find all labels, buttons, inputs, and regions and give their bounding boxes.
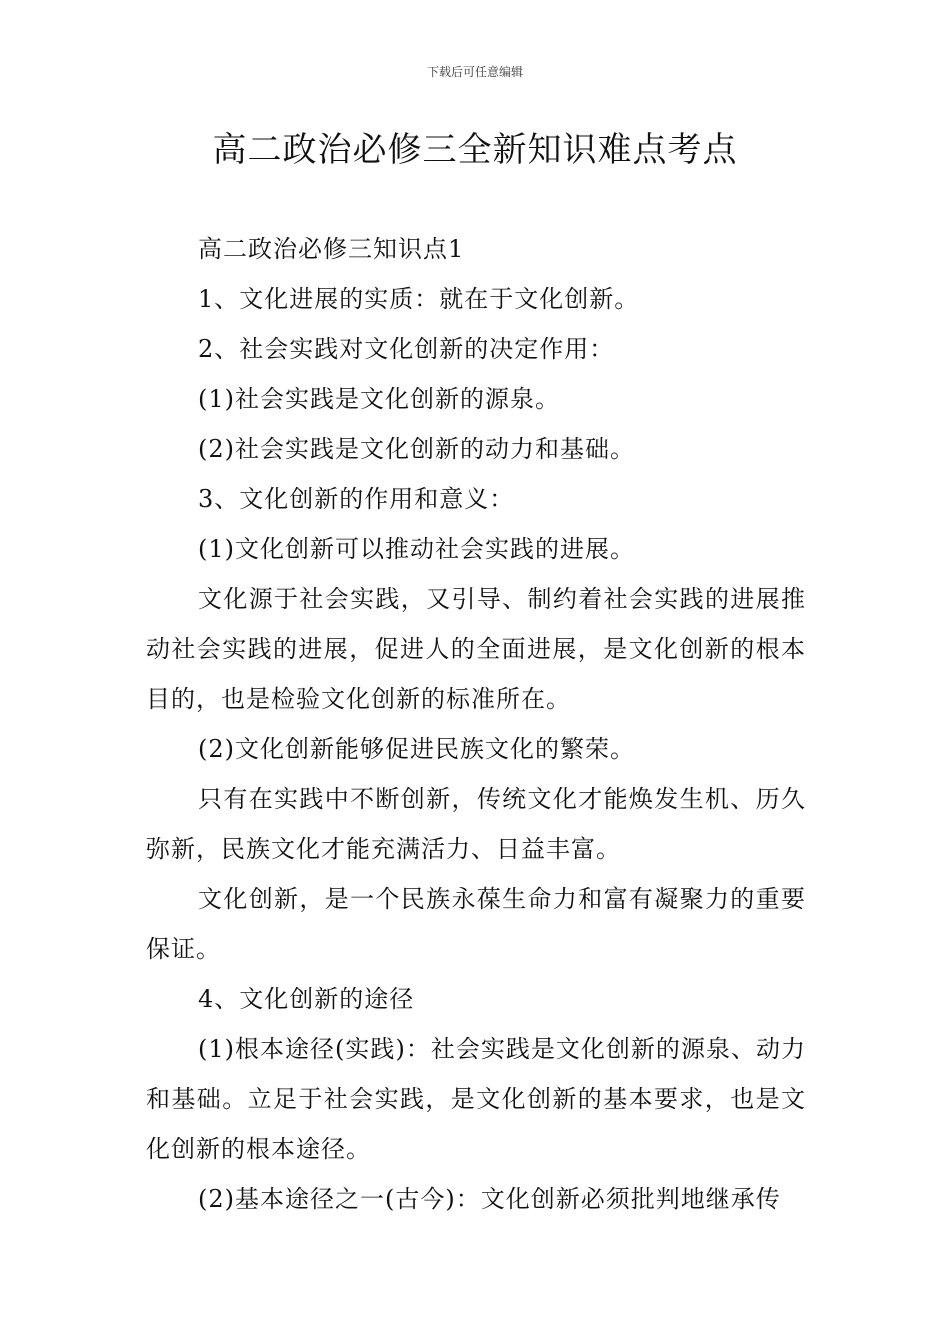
paragraph-body: 文化源于社会实践，又引导、制约着社会实践的进展推动社会实践的进展，促进人的全面进展，是文化创新的根本目的，也是检验文化创新的标准所在。 bbox=[146, 585, 806, 713]
paragraph-subitem-3-1: (1)文化创新可以推动社会实践的进展。 bbox=[198, 535, 635, 563]
document-title: 高二政治必修三全新知识难点考点 bbox=[212, 130, 738, 170]
paragraph-body: 文化创新，是一个民族永葆生命力和富有凝聚力的重要保证。 bbox=[146, 885, 806, 963]
paragraph-item-1: 1、文化进展的实质：就在于文化创新。 bbox=[198, 285, 640, 313]
paragraph-subitem-2-2: (2)社会实践是文化创新的动力和基础。 bbox=[198, 435, 635, 463]
header-note: 下载后可任意编辑 bbox=[426, 65, 523, 79]
section-heading-1: 高二政治必修三知识点1 bbox=[198, 235, 465, 263]
paragraph-subitem-4-1: (1)根本途径(实践)：社会实践是文化创新的源泉、动力和基础。立足于社会实践，是文化创新的基本要求，也是文化创新的根本途径。 bbox=[146, 1035, 806, 1163]
paragraph-body: 只有在实践中不断创新，传统文化才能焕发生机、历久弥新，民族文化才能充满活力、日益丰富。 bbox=[146, 785, 806, 863]
paragraph-subitem-2-1: (1)社会实践是文化创新的源泉。 bbox=[198, 385, 560, 413]
paragraph-item-2: 2、社会实践对文化创新的决定作用： bbox=[198, 335, 615, 363]
paragraph-subitem-4-2: (2)基本途径之一(古今)：文化创新必须批判地继承传 bbox=[198, 1185, 781, 1213]
document-body bbox=[146, 224, 806, 1224]
paragraph-item-3: 3、文化创新的作用和意义： bbox=[198, 485, 515, 513]
paragraph-item-4: 4、文化创新的途径 bbox=[198, 985, 415, 1013]
paragraph-subitem-3-2: (2)文化创新能够促进民族文化的繁荣。 bbox=[198, 735, 635, 763]
